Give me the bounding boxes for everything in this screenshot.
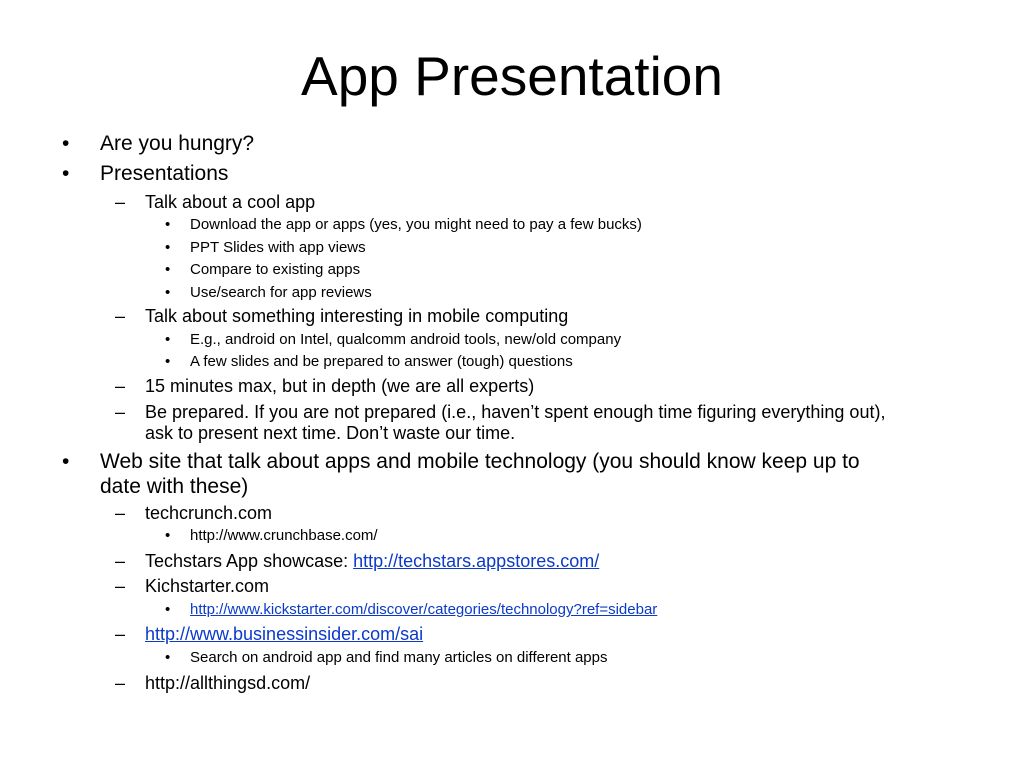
dash-marker: – <box>115 376 126 396</box>
businessinsider-link[interactable]: http://www.businessinsider.com/sai <box>145 624 424 644</box>
subsubbullet-compare: Compare to existing apps <box>190 261 361 278</box>
bullet-marker: • <box>165 239 171 256</box>
subsubbullet-crunchbase: http://www.crunchbase.com/ <box>190 527 378 544</box>
subbullet-be-prepared-line2: ask to present next time. Don’t waste our time. <box>145 423 516 443</box>
subsubbullet-eg-android: E.g., android on Intel, qualcomm android tools, new/old company <box>190 331 622 348</box>
dash-marker: – <box>115 503 126 523</box>
dash-marker: – <box>115 624 126 644</box>
bullet-marker: • <box>165 331 171 348</box>
techstars-label: Techstars App showcase: <box>145 551 354 571</box>
dash-marker: – <box>115 551 126 571</box>
dash-marker: – <box>115 576 126 596</box>
bullet-marker: • <box>165 527 171 544</box>
bullet-marker: • <box>62 450 70 473</box>
dash-marker: – <box>115 673 126 693</box>
subsubbullet-use-search: Use/search for app reviews <box>190 284 372 301</box>
subbullet-fifteen-minutes: 15 minutes max, but in depth (we are all experts) <box>145 376 535 396</box>
subbullet-kickstarter: Kichstarter.com <box>145 576 270 596</box>
subsubbullet-download: Download the app or apps (yes, you might need to pay a few bucks) <box>190 216 642 233</box>
subsubbullet-few-slides: A few slides and be prepared to answer (tough) questions <box>190 353 573 370</box>
slide-title: App Presentation <box>301 45 723 107</box>
kickstarter-link[interactable]: http://www.kickstarter.com/discover/categories/technology?ref=sidebar <box>190 601 658 618</box>
subbullet-techstars <box>145 550 599 572</box>
bullet-marker: • <box>165 284 171 301</box>
subbullet-allthingsd: http://allthingsd.com/ <box>145 673 311 693</box>
subsubbullet-search-android: Search on android app and find many articles on different apps <box>190 649 608 666</box>
bullet-web-sites-line2: date with these) <box>100 475 249 498</box>
subbullet-talk-cool-app: Talk about a cool app <box>145 192 316 212</box>
bullet-marker: • <box>165 601 171 618</box>
bullet-presentations: Presentations <box>100 162 229 185</box>
bullet-marker: • <box>165 353 171 370</box>
dash-marker: – <box>115 402 126 422</box>
bullet-marker: • <box>165 261 171 278</box>
bullet-marker: • <box>165 649 171 666</box>
bullet-marker: • <box>62 162 70 185</box>
subbullet-techcrunch: techcrunch.com <box>145 503 273 523</box>
bullet-marker: • <box>165 216 171 233</box>
bullet-are-you-hungry: Are you hungry? <box>100 132 255 155</box>
bullet-marker: • <box>62 132 70 155</box>
bullet-web-sites-line1: Web site that talk about apps and mobile technology (you should know keep up to <box>100 450 860 473</box>
subbullet-talk-mobile: Talk about something interesting in mobile computing <box>145 306 569 326</box>
subsubbullet-ppt-slides: PPT Slides with app views <box>190 239 366 256</box>
techstars-link[interactable]: http://techstars.appstores.com/ <box>353 551 600 571</box>
dash-marker: – <box>115 306 126 326</box>
subbullet-be-prepared-line1: Be prepared. If you are not prepared (i.e., haven’t spent enough time figuring everything out), <box>145 402 886 422</box>
dash-marker: – <box>115 192 126 212</box>
